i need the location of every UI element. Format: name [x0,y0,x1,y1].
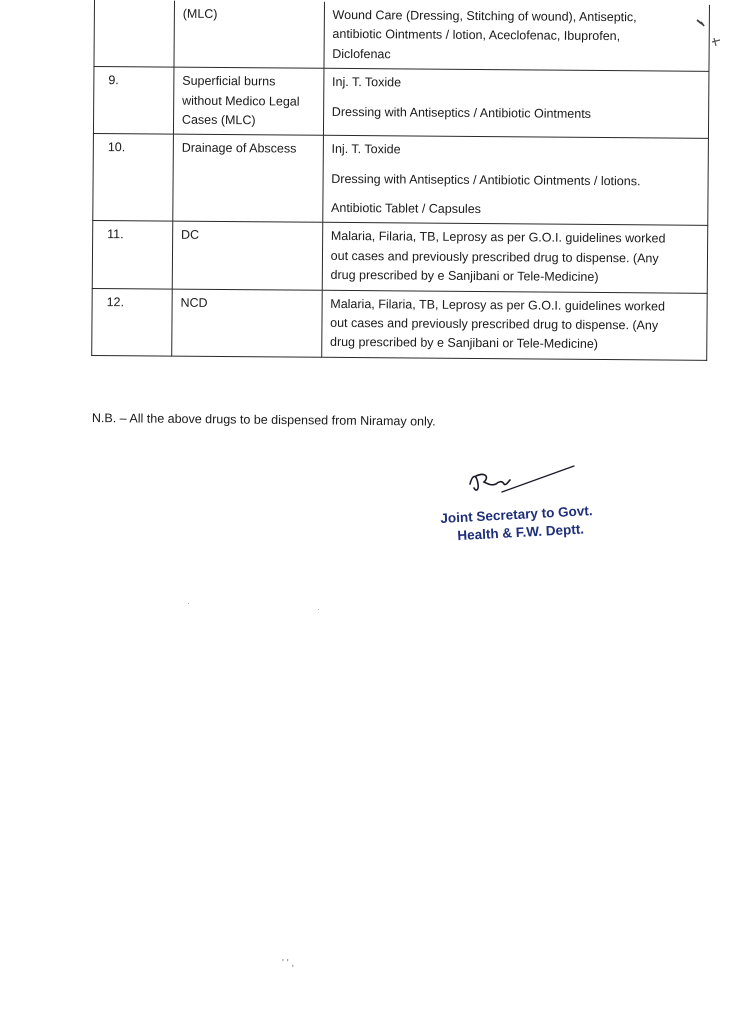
table-row [94,0,710,71]
ailment-cell [173,67,323,135]
dispensing-note: N.B. – All the above drugs to be dispensed from Niramay only. [91,411,436,429]
ailment-line: NCD [180,295,208,310]
scan-artifact-mark: ' ' , [282,958,295,969]
treatment-line: Antibiotic Tablet / Capsules [331,200,481,217]
treatment-cell [322,136,708,226]
row-number-cell: 10. [93,134,174,222]
ailment-line: without Medico Legal [182,93,300,109]
table-row [92,221,708,293]
ailment-line: Drainage of Abscess [181,140,297,156]
signatory-designation [440,500,642,546]
ailment-line: DC [180,228,200,243]
ailment-line: Superficial burns [182,73,276,89]
treatment-cell [322,223,708,293]
row-number-cell: 12. [92,288,172,356]
table-body [92,0,710,360]
staple-mark-icon [694,16,724,56]
row-number-cell [94,0,174,67]
ailment-line: Cases (MLC) [181,112,256,128]
treatment-line: Wound Care (Dressing, Stitching of wound), Antiseptic, [332,7,637,25]
signatory-title: Joint Secretary to Govt. [440,503,593,526]
handwritten-signature [462,462,582,502]
row-number-cell: 9. [93,67,173,135]
treatment-line: out cases and previously prescribed drug to dispense. (Any [330,315,659,333]
treatment-cell [324,2,710,72]
ailment-cell [174,1,324,69]
scan-speck [188,603,189,604]
treatment-line: Dressing with Antiseptics / Antibiotic Ointments [331,104,592,121]
treatment-line: drug prescribed by e Sanjibani or Tele-Medicine) [330,267,599,285]
scan-speck [318,609,319,610]
treatment-line: Inj. T. Toxide [331,142,401,157]
treatment-line: Inj. T. Toxide [332,74,402,90]
treatment-line: out cases and previously prescribed drug to dispense. (Any [330,248,659,266]
ailment-cell [172,289,322,357]
signatory-department: Health & F.W. Deptt. [456,521,585,543]
treatment-line: drug prescribed by e Sanjibani or Tele-Medicine) [329,335,599,352]
treatment-line: antibiotic Ointments / lotion, Aceclofenac, Ibuprofen, [332,27,621,44]
treatment-line: Malaria, Filaria, TB, Leprosy as per G.O.I. guidelines worked [330,229,666,246]
treatment-cell [321,290,707,360]
treatment-line: Malaria, Filaria, TB, Leprosy as per G.O.I. guidelines worked [330,296,666,313]
treatment-line: Diclofenac [332,46,391,62]
table-row [93,67,709,139]
row-number-cell: 11. [92,221,172,289]
ailment-line: (MLC) [182,6,218,21]
treatment-cell [323,68,709,138]
table-row [92,288,708,360]
treatment-line: Dressing with Antiseptics / Antibiotic Ointments / lotions. [331,171,641,188]
table-row [93,134,709,226]
ailment-cell [172,221,322,289]
drug-dispensing-table [91,0,710,360]
ailment-cell [173,134,323,222]
